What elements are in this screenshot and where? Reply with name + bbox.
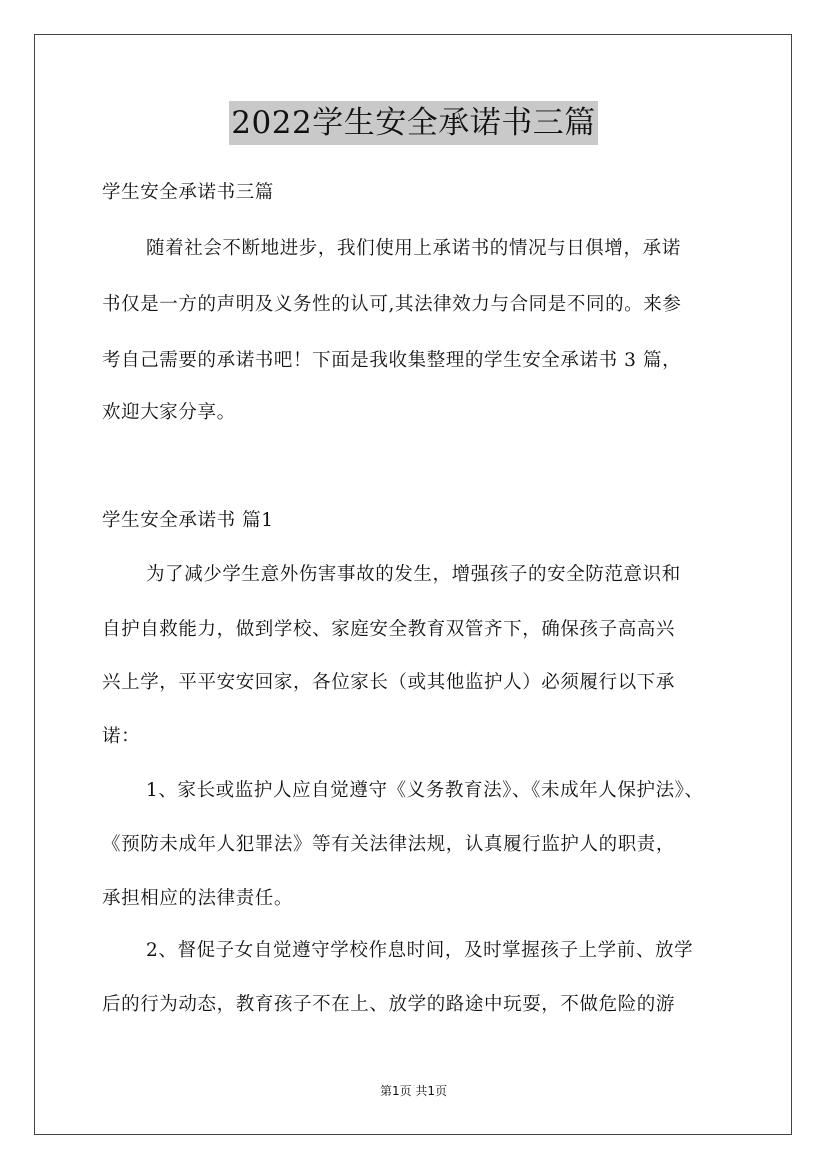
- intro-line: 欢迎大家分享。: [102, 402, 236, 423]
- paragraph-line: 为了减少学生意外伤害事故的发生，增强孩子的安全防范意识和: [146, 564, 681, 585]
- paragraph-line: 诺：: [102, 726, 141, 747]
- page-footer: 第1页 共1页: [379, 1084, 448, 1098]
- list-item-line: 1、家长或监护人应自觉遵守《义务教育法》、《未成年人保护法》、: [146, 780, 704, 801]
- list-item-line: 后的行为动态，教育孩子不在上、放学的路途中玩耍，不做危险的游: [102, 994, 676, 1015]
- paragraph-line: 兴上学，平平安安回家，各位家长（或其他监护人）必须履行以下承: [102, 672, 676, 693]
- list-item-line: 《预防未成年人犯罪法》等有关法律法规，认真履行监护人的职责，: [102, 834, 676, 855]
- paragraph-line: 自护自救能力，做到学校、家庭安全教育双管齐下，确保孩子高高兴: [102, 619, 676, 640]
- document-title: 2022学生安全承诺书三篇: [229, 101, 597, 145]
- title-container: [0, 101, 827, 145]
- document-heading: 学生安全承诺书三篇: [102, 182, 274, 203]
- intro-line: 书仅是一方的声明及义务性的认可,其法律效力与合同是不同的。来参: [102, 294, 682, 315]
- intro-line: 随着社会不断地进步，我们使用上承诺书的情况与日俱增，承诺: [146, 238, 681, 259]
- section-heading: 学生安全承诺书 篇1: [102, 510, 274, 531]
- list-item-line: 2、督促子女自觉遵守学校作息时间，及时掌握孩子上学前、放学: [146, 940, 694, 961]
- intro-line: 考自己需要的承诺书吧！下面是我收集整理的学生安全承诺书 3 篇，: [102, 350, 682, 371]
- list-item-line: 承担相应的法律责任。: [102, 888, 294, 909]
